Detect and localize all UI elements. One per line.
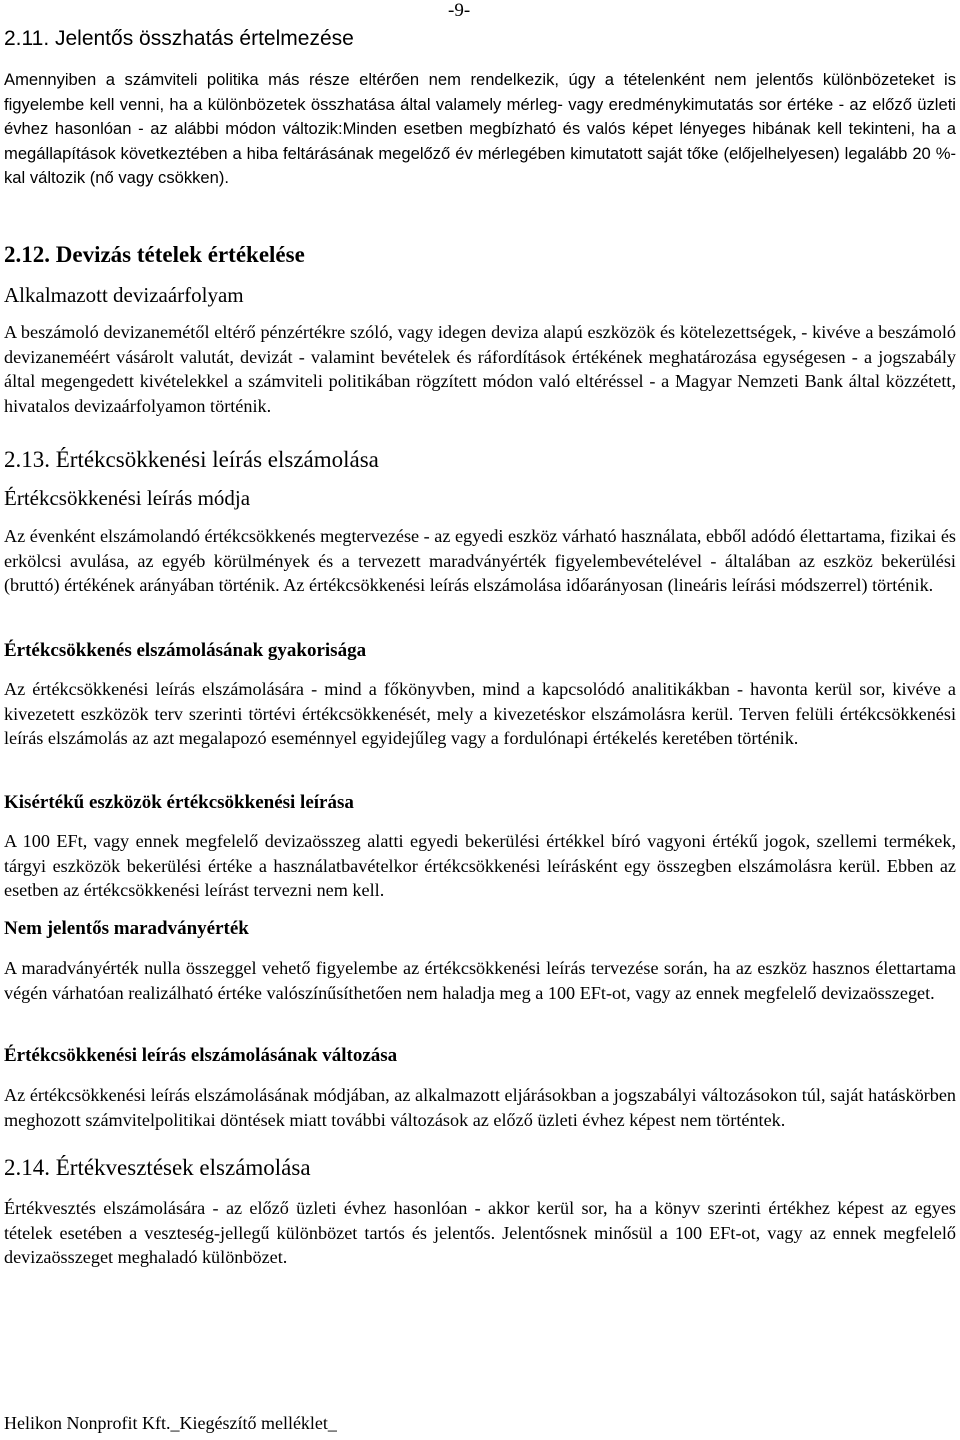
- heading-2-12: [4, 242, 305, 268]
- heading-2-14-number: 2.14.: [4, 1155, 50, 1180]
- subheading-ecs-valtozas: Értékcsökkenési leírás elszámolásának változása: [4, 1045, 398, 1066]
- paragraph-ecs-gyakorisag: Az értékcsökkenési leírás elszámolására - mind a főkönyvben, mind a kapcsolódó analitikákban - havonta kerül sor, kivéve a kivezetett eszközök terv szerinti törtévi értékcsökkenését, mely a kivezetéskor elszámolásra kerül. Terven felüli értékcsökkenési leírás elszámolás az azt megalapozó eseménnyel egyidejűleg vagy a fordulónapi értékelés keretében történik.: [4, 679, 956, 748]
- paragraph-ecs-modja: Az évenként elszámolandó értékcsökkenés megtervezése - az egyedi eszköz várható használata, ebből adódó élettartama, fizikai és erkölcsi avulása, az egyéb körülmények és a tervezett maradványérték figyelembevételével - általában az eszköz bekerülési (bruttó) értékének arányában történik. Az értékcsökkenési leírás elszámolása időarányosan (lineáris leírási módszerrel) történik.: [4, 526, 956, 595]
- heading-2-14-title: Értékvesztések elszámolása: [55, 1155, 311, 1180]
- paragraph-2-14: Értékvesztés elszámolására - az előző üzleti évhez hasonlóan - akkor kerül sor, ha a könyv szerinti értékhez képest az egyes tételek esetében a veszteség-jellegű különbözet tartós és jelentős. Jelentősnek minősül a 100 EFt-ot, vagy az ennek megfelelő devizaösszeget meghaladó különbözet.: [4, 1198, 956, 1267]
- heading-2-13-title: Értékcsökkenési leírás elszámolása: [55, 447, 379, 472]
- paragraph-2-12: A beszámoló devizanemétől eltérő pénzértékre szóló, vagy idegen deviza alapú eszközök és kötelezettségek, - kivéve a beszámoló devizaneméért vásárolt valutát, devizát - valamint bevételek és ráfordítások értékének meghatározása egységesen - a jogszabály által megengedett kivételekkel a számviteli politikában rögzített módon való eltéréssel - a Magyar Nemzeti Bank által közzétett, hivatalos devizaárfolyamon történik.: [4, 322, 956, 416]
- heading-2-13: [4, 447, 379, 473]
- subheading-ecs-modja: Értékcsökkenési leírás módja: [4, 486, 251, 510]
- paragraph-2-11: Amennyiben a számviteli politika más része eltérően nem rendelkezik, úgy a tételenként nem jelentős különbözeteket is figyelembe kell venni, ha a különbözetek összhatása által valamely mérleg- vagy eredménykimutatás sor értéke - az előző üzleti évhez hasonlóan - az alábbi módon változik:Minden esetben megbízható és valós képet lényeges hibának kell tekinteni, ha a megállapítások következtében a hiba feltárásának megelőző év mérlegében kimutatott saját tőke (előjelhelyesen) legalább 20 %-kal változik (nő vagy csökken).: [4, 70, 956, 187]
- page-footer: Helikon Nonprofit Kft._Kiegészítő melléklet_: [4, 1413, 337, 1433]
- heading-2-14: [4, 1155, 311, 1181]
- subheading-kiserteku: Kisértékű eszközök értékcsökkenési leírása: [4, 792, 354, 813]
- subheading-devizaarfolyam: Alkalmazott devizaárfolyam: [4, 283, 244, 307]
- heading-2-13-number: 2.13.: [4, 447, 50, 472]
- paragraph-maradvanyertek: A maradványérték nulla összeggel vehető figyelembe az értékcsökkenési leírás tervezése során, ha az eszköz hasznos élettartama végén várhatóan realizálható értéke valószínűsíthetően nem haladja meg a 100 EFt-ot, vagy az ennek megfelelő devizaösszeget.: [4, 958, 956, 1003]
- heading-2-12-number: 2.12.: [4, 242, 50, 267]
- heading-2-12-title: Devizás tételek értékelése: [55, 242, 305, 267]
- paragraph-kiserteku: A 100 EFt, vagy ennek megfelelő devizaösszeg alatti egyedi bekerülési értékkel bíró vagyoni értékű jogok, szellemi termékek, tárgyi eszközök bekerülési értéke a használatbavételkor értékcsökkenési leírásként egy összegben elszámolásra kerül. Ebben az esetben az értékcsökkenési leírást tervezni nem kell.: [4, 831, 956, 900]
- paragraph-ecs-valtozas: Az értékcsökkenési leírás elszámolásának módjában, az alkalmazott eljárásokban a jogszabályi változásokon túl, saját hatáskörben meghozott számvitelpolitikai döntések miatt további változások az előző üzleti évhez képest nem történtek.: [4, 1085, 956, 1130]
- page-number: -9-: [448, 0, 471, 21]
- subheading-maradvanyertek: Nem jelentős maradványérték: [4, 918, 249, 939]
- heading-2-11: 2.11. Jelentős összhatás értelmezése: [4, 27, 354, 50]
- subheading-ecs-gyakorisag: Értékcsökkenés elszámolásának gyakorisága: [4, 640, 367, 661]
